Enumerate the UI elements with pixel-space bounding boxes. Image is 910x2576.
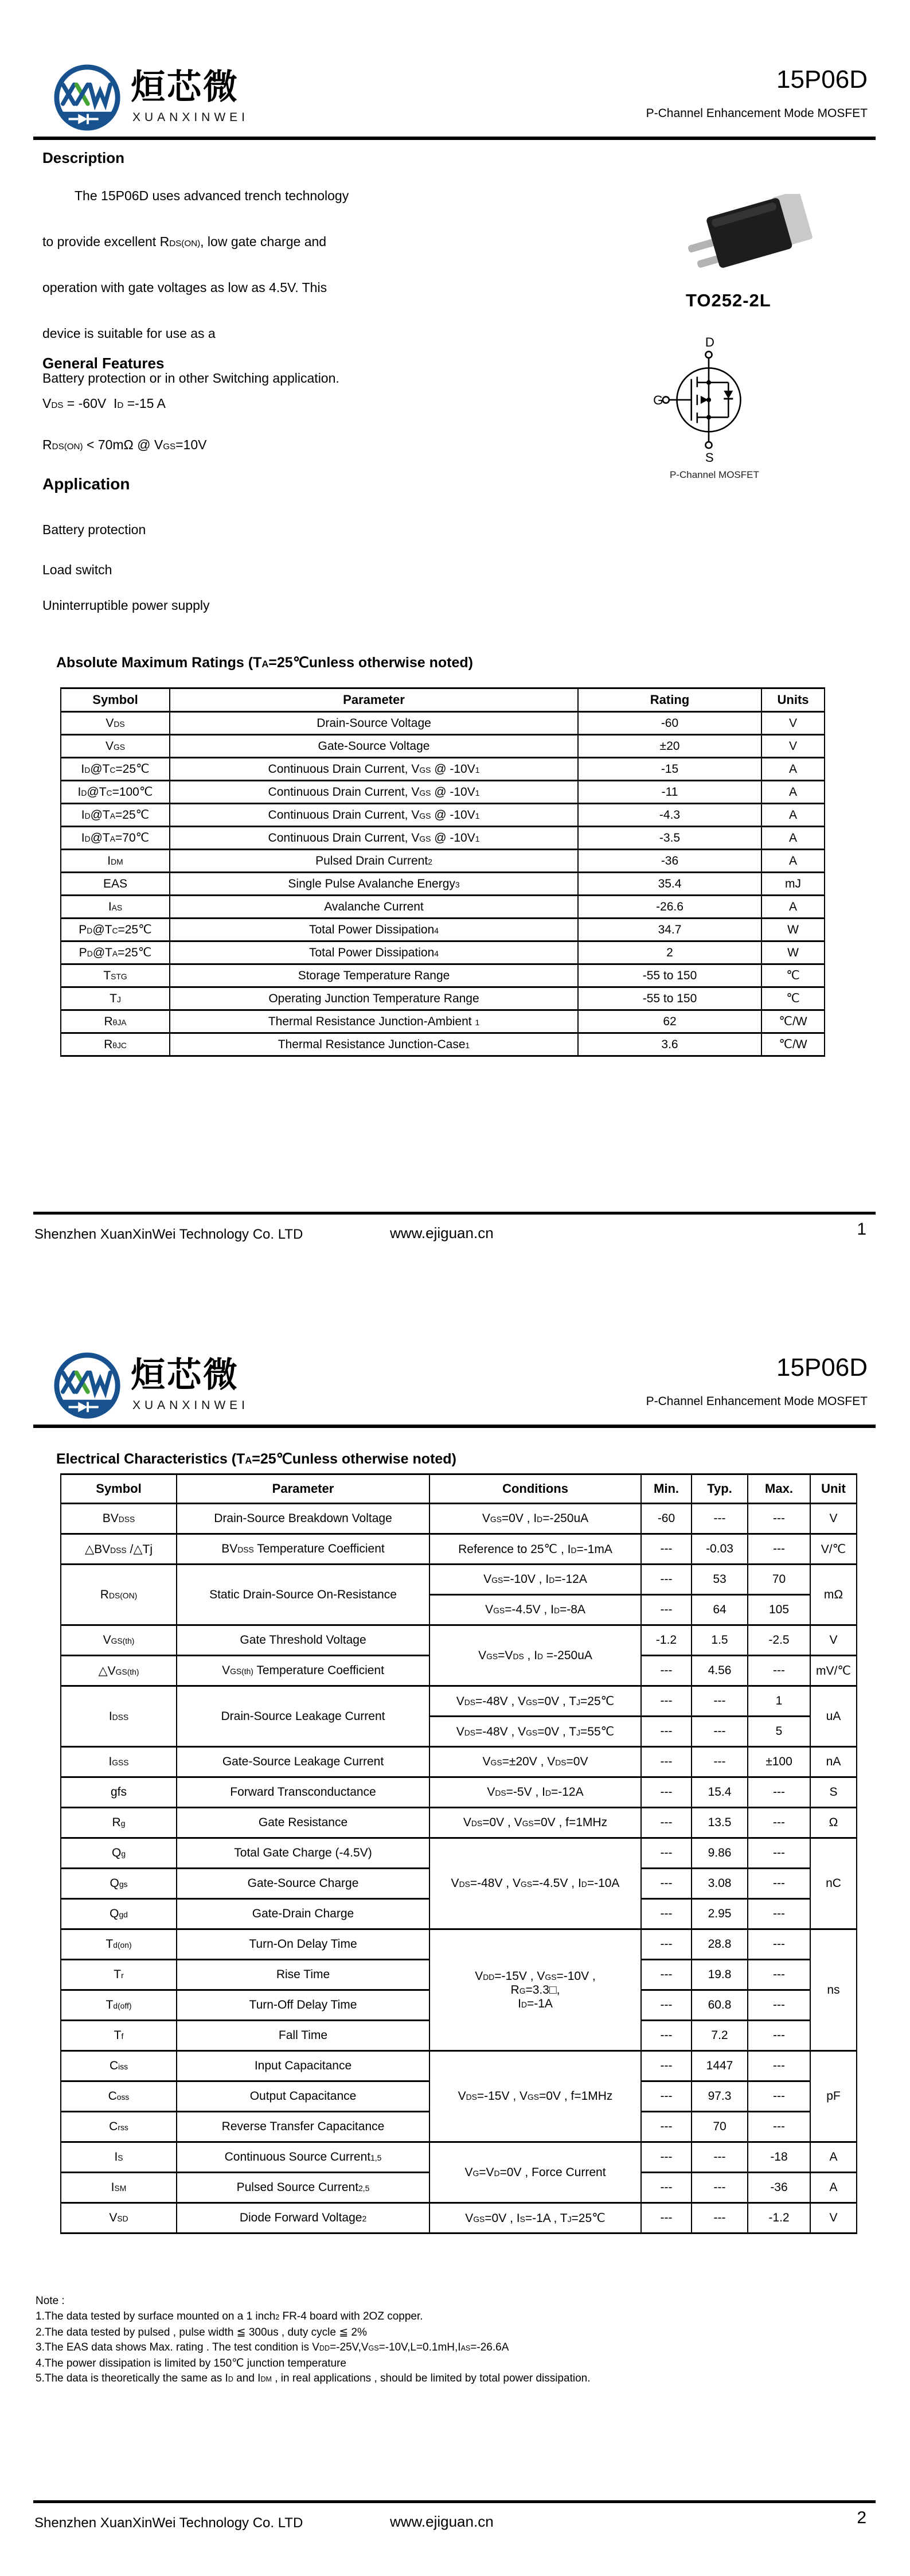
table-cell: $\triangle V_{GS(th)}$ — [61, 1656, 177, 1686]
table-cell: Ω — [810, 1808, 857, 1838]
footer-company: Shenzhen XuanXinWei Technology Co. LTD — [34, 2515, 303, 2531]
table-cell: --- — [748, 2021, 810, 2051]
table-cell: $I_D@T_A=25℃$ — [61, 804, 170, 827]
table-cell: --- — [641, 1595, 692, 1625]
table-cell: W — [761, 919, 825, 941]
table-cell: Continuous Drain Current, $V_{GS}$ @ $-10V^1$ — [170, 758, 578, 781]
table-cell: $I_{AS}$ — [61, 896, 170, 919]
table-cell: Drain-Source Breakdown Voltage — [177, 1504, 429, 1534]
table-cell: 3.6 — [578, 1033, 761, 1056]
table-cell: --- — [692, 1717, 748, 1747]
table-cell: nA — [810, 1747, 857, 1777]
table-cell: $T_{STG}$ — [61, 964, 170, 987]
header-divider — [33, 137, 876, 140]
table-row — [61, 987, 825, 1010]
table-cell: Total Gate Charge (-4.5V) — [177, 1838, 429, 1869]
table-cell: $T_{d(on)}$ — [61, 1929, 177, 1960]
table-row — [61, 1838, 857, 1869]
table-cell: $T_r$ — [61, 1960, 177, 1990]
table-cell: $V_{DD}=-15V$ , $V_{GS}=-10V$ , $R_G=3.3□$, $I_D=-1A$ — [429, 1929, 641, 2051]
table-row — [61, 1808, 857, 1838]
table-cell: --- — [692, 2142, 748, 2173]
table-cell: Gate Resistance — [177, 1808, 429, 1838]
table-cell: Drain-Source Leakage Current — [177, 1686, 429, 1747]
table-cell: Turn-Off Delay Time — [177, 1990, 429, 2021]
note-line: 2.The data tested by pulsed , pulse width ≦ 300us , duty cycle ≦ 2% — [36, 2326, 367, 2338]
table-cell: --- — [748, 1960, 810, 1990]
table-cell: Continuous Drain Current, $V_{GS}$ @ $-10V^1$ — [170, 804, 578, 827]
table-cell: --- — [748, 1838, 810, 1869]
table-cell: 60.8 — [692, 1990, 748, 2021]
table-row — [61, 941, 825, 964]
note-line: 5.The data is theoretically the same as $I_D$ and $I_{DM}$ , in real applications , should be limited by total power dissipation. — [36, 2372, 591, 2384]
table-row — [61, 1504, 857, 1534]
table-cell: $T_{d(off)}$ — [61, 1990, 177, 2021]
table-row — [61, 1534, 857, 1565]
table-cell: $I_{SM}$ — [61, 2173, 177, 2203]
table-cell: 53 — [692, 1565, 748, 1595]
table-cell: $R_g$ — [61, 1808, 177, 1838]
table-cell: 15.4 — [692, 1777, 748, 1808]
notes-heading: Note : — [36, 2295, 65, 2307]
table-cell: $P_D@T_C=25℃$ — [61, 919, 170, 941]
footer-company: Shenzhen XuanXinWei Technology Co. LTD — [34, 1227, 303, 1242]
table-row — [61, 1929, 857, 1960]
column-header: Parameter — [170, 688, 578, 712]
table-cell: $BV_{DSS}$ — [61, 1504, 177, 1534]
table-cell: $C_{oss}$ — [61, 2081, 177, 2112]
application-title: Application — [42, 475, 130, 493]
table-row — [61, 1565, 857, 1595]
body-diode — [724, 391, 733, 399]
table-row — [61, 2051, 857, 2081]
table-row — [61, 804, 825, 827]
table-cell: Avalanche Current — [170, 896, 578, 919]
table-cell: Operating Junction Temperature Range — [170, 987, 578, 1010]
table-cell: EAS — [61, 873, 170, 896]
table-row — [61, 1747, 857, 1777]
column-header: Min. — [641, 1474, 692, 1504]
table-cell: ns — [810, 1929, 857, 2051]
table-cell: --- — [641, 1534, 692, 1565]
table-cell: --- — [748, 2051, 810, 2081]
table-cell: -2.5 — [748, 1625, 810, 1656]
table-cell: -4.3 — [578, 804, 761, 827]
package-photo — [679, 194, 829, 280]
table-cell: --- — [641, 1565, 692, 1595]
table-cell: 19.8 — [692, 1960, 748, 1990]
table-cell: --- — [641, 1808, 692, 1838]
table-cell: ℃ — [761, 987, 825, 1010]
table-cell: $V_{DS}$ — [61, 712, 170, 735]
table-cell: 64 — [692, 1595, 748, 1625]
table-cell: Input Capacitance — [177, 2051, 429, 2081]
table-cell: --- — [748, 1899, 810, 1929]
table-cell: Pulsed Source Current$^{2,5}$ — [177, 2173, 429, 2203]
footer-divider — [33, 1212, 876, 1215]
table-cell: V — [810, 2203, 857, 2233]
table-cell: $V_{DS}=-48V$ , $V_{GS}=0V$ , $T_J=25℃$ — [429, 1686, 641, 1717]
table-cell: Fall Time — [177, 2021, 429, 2051]
table-cell: ℃/W — [761, 1033, 825, 1056]
table-cell: --- — [641, 2021, 692, 2051]
table-cell: -18 — [748, 2142, 810, 2173]
column-header: Unit — [810, 1474, 857, 1504]
table-cell: $V_{GS(th)}$ Temperature Coefficient — [177, 1656, 429, 1686]
table-cell: $V_{GS}$ — [61, 735, 170, 758]
table-cell: $V_{GS}=-4.5V$ , $I_D=-8A$ — [429, 1595, 641, 1625]
table-cell: Continuous Source Current$^{1,5}$ — [177, 2142, 429, 2173]
table-cell: $V_{DS}=0V$ , $V_{GS}=0V$ , f=1MHz — [429, 1808, 641, 1838]
table-cell: uA — [810, 1686, 857, 1747]
table-cell: --- — [641, 1656, 692, 1686]
pin-label-gate: G — [653, 393, 663, 408]
column-header: Conditions — [429, 1474, 641, 1504]
table-row — [61, 964, 825, 987]
table-cell: $V_{GS}=\pm 20V$ , $V_{DS}=0V$ — [429, 1747, 641, 1777]
table-cell: --- — [748, 1534, 810, 1565]
table-cell: --- — [641, 2051, 692, 2081]
column-header: Typ. — [692, 1474, 748, 1504]
footer-website: www.ejiguan.cn — [390, 1224, 494, 1242]
table-cell: $P_D@T_A=25℃$ — [61, 941, 170, 964]
table-cell: Output Capacitance — [177, 2081, 429, 2112]
table-cell: $Q_{gd}$ — [61, 1899, 177, 1929]
table-cell: A — [761, 896, 825, 919]
table-cell: --- — [692, 2173, 748, 2203]
table-cell: A — [761, 781, 825, 804]
table-cell: Gate-Drain Charge — [177, 1899, 429, 1929]
table-cell: --- — [748, 1504, 810, 1534]
description-line: operation with gate voltages as low as 4.5V. This — [42, 280, 327, 295]
table-cell: mJ — [761, 873, 825, 896]
feature-line: $R_{DS(ON)} < 70m\Omega$ @ $V_{GS}=10V$ — [42, 437, 207, 452]
table-cell: $V_{GS}=0V$ , $I_D=-250uA$ — [429, 1504, 641, 1534]
table-cell: V — [761, 735, 825, 758]
table-row — [61, 735, 825, 758]
company-logo-icon — [52, 62, 125, 139]
note-line: 3.The EAS data shows Max. rating . The test condition is $V_{DD}=-25V,V_{GS}=-10V,L=0.1mH,I_{AS}=-26.6A$ — [36, 2341, 509, 2353]
page-number: 1 — [857, 1220, 866, 1239]
table-cell: Static Drain-Source On-Resistance — [177, 1565, 429, 1625]
table-cell: 97.3 — [692, 2081, 748, 2112]
table-cell: Drain-Source Voltage — [170, 712, 578, 735]
mosfet-symbol-diagram — [635, 337, 784, 465]
table-cell: $\triangle BV_{DSS}$ /△Tj — [61, 1534, 177, 1565]
table-cell: $T_f$ — [61, 2021, 177, 2051]
table-cell: --- — [641, 1686, 692, 1717]
table-cell: --- — [641, 1777, 692, 1808]
table-cell: $V_{SD}$ — [61, 2203, 177, 2233]
table-cell: Thermal Resistance Junction-Ambient $^1$ — [170, 1010, 578, 1033]
table-cell: --- — [692, 1504, 748, 1534]
table-cell: --- — [692, 1747, 748, 1777]
table-cell: Forward Transconductance — [177, 1777, 429, 1808]
table-cell: V — [810, 1504, 857, 1534]
table-cell: --- — [641, 1838, 692, 1869]
table-cell: Storage Temperature Range — [170, 964, 578, 987]
logo-roman-text: XUANXINWEI — [132, 1399, 249, 1412]
table-cell: A — [761, 850, 825, 873]
table-cell: -55 to 150 — [578, 964, 761, 987]
table-cell: Continuous Drain Current, $V_{GS}$ @ $-10V^1$ — [170, 827, 578, 850]
part-subtitle: P-Channel Enhancement Mode MOSFET — [646, 1395, 868, 1408]
table-cell: ℃ — [761, 964, 825, 987]
table-cell: 70 — [692, 2112, 748, 2142]
table-cell: gfs — [61, 1777, 177, 1808]
feature-line: $V_{DS} = -60V$ $I_D =-15$ A — [42, 396, 166, 411]
table-cell: 7.2 — [692, 2021, 748, 2051]
table-cell: 3.08 — [692, 1869, 748, 1899]
table-row — [61, 919, 825, 941]
table-cell: A — [761, 827, 825, 850]
description-line: to provide excellent $R_{DS(ON)}$, low gate charge and — [42, 234, 327, 249]
table-cell: $C_{iss}$ — [61, 2051, 177, 2081]
table-cell: V — [761, 712, 825, 735]
table-cell: -36 — [748, 2173, 810, 2203]
table-cell: --- — [641, 1960, 692, 1990]
table-cell: 62 — [578, 1010, 761, 1033]
description-line: device is suitable for use as a — [42, 326, 216, 341]
electrical-characteristics-table — [60, 1473, 857, 2234]
logo-chinese-text: 烜芯微 — [131, 1356, 239, 1394]
table-cell: 5 — [748, 1717, 810, 1747]
table-cell: $V_{GS}=0V$ , $I_S=-1A$ , $T_J=25℃$ — [429, 2203, 641, 2233]
table-cell: $V_{DS}=-48V$ , $V_{GS}=0V$ , $T_J=55℃$ — [429, 1717, 641, 1747]
table-cell: Total Power Dissipation$^4$ — [170, 919, 578, 941]
table-cell: --- — [641, 1899, 692, 1929]
column-header: Max. — [748, 1474, 810, 1504]
table-cell: -60 — [578, 712, 761, 735]
table-cell: Thermal Resistance Junction-Case$^1$ — [170, 1033, 578, 1056]
table-cell: --- — [641, 2081, 692, 2112]
table-row — [61, 896, 825, 919]
table-cell: $I_{DM}$ — [61, 850, 170, 873]
table-cell: 34.7 — [578, 919, 761, 941]
table-cell: Pulsed Drain Current$^2$ — [170, 850, 578, 873]
part-number: 15P06D — [776, 65, 868, 94]
table-cell: -3.5 — [578, 827, 761, 850]
table-cell: Reference to 25℃ , $I_D=-1mA$ — [429, 1534, 641, 1565]
table-cell: $R_{DS(ON)}$ — [61, 1565, 177, 1625]
table-cell: -26.6 — [578, 896, 761, 919]
table-cell: mΩ — [810, 1565, 857, 1625]
table-cell: $V_{DS}=-15V$ , $V_{GS}=0V$ , f=1MHz — [429, 2051, 641, 2142]
table-cell: S — [810, 1777, 857, 1808]
table-cell: ±100 — [748, 1747, 810, 1777]
table-cell: nC — [810, 1838, 857, 1929]
column-header: Symbol — [61, 688, 170, 712]
table-cell: A — [761, 758, 825, 781]
table-cell: Rise Time — [177, 1960, 429, 1990]
note-line: 1.The data tested by surface mounted on a 1 inch$^2$ FR-4 board with 2OZ copper. — [36, 2310, 423, 2322]
table-cell: --- — [748, 1808, 810, 1838]
table-cell: Turn-On Delay Time — [177, 1929, 429, 1960]
table-row — [61, 781, 825, 804]
table-cell: $R_{\theta JA}$ — [61, 1010, 170, 1033]
table-header-row — [61, 1474, 857, 1504]
part-subtitle: P-Channel Enhancement Mode MOSFET — [646, 107, 868, 120]
table-cell: 70 — [748, 1565, 810, 1595]
table-cell: --- — [641, 2142, 692, 2173]
table-cell: --- — [748, 2081, 810, 2112]
table-cell: $I_S$ — [61, 2142, 177, 2173]
table-cell: Gate-Source Leakage Current — [177, 1747, 429, 1777]
table-cell: A — [810, 2142, 857, 2173]
table-cell: --- — [748, 1656, 810, 1686]
table-cell: $Q_{gs}$ — [61, 1869, 177, 1899]
table-cell: 35.4 — [578, 873, 761, 896]
footer-divider — [33, 2500, 876, 2503]
table-cell: --- — [692, 1686, 748, 1717]
table-cell: $V_{DS}=-5V$ , $I_D=-12A$ — [429, 1777, 641, 1808]
table-cell: V — [810, 1625, 857, 1656]
logo-roman-text: XUANXINWEI — [132, 111, 249, 124]
table-cell: $I_{DSS}$ — [61, 1686, 177, 1747]
description-line: Battery protection or in other Switching application. — [42, 371, 339, 386]
table-row — [61, 1033, 825, 1056]
table-cell: --- — [641, 1929, 692, 1960]
table-header-row — [61, 688, 825, 712]
table-cell: $BV_{DSS}$ Temperature Coefficient — [177, 1534, 429, 1565]
package-body — [706, 197, 793, 269]
table-cell: Reverse Transfer Capacitance — [177, 2112, 429, 2142]
column-header: Rating — [578, 688, 761, 712]
description-line: The 15P06D uses advanced trench technology — [75, 188, 349, 203]
table-cell: --- — [641, 2173, 692, 2203]
table-cell: -1.2 — [748, 2203, 810, 2233]
table-cell: --- — [641, 1990, 692, 2021]
table-cell: -1.2 — [641, 1625, 692, 1656]
table-cell: Single Pulse Avalanche Energy$^3$ — [170, 873, 578, 896]
table-cell: Total Power Dissipation$^4$ — [170, 941, 578, 964]
table-cell: --- — [692, 2203, 748, 2233]
table-cell: 4.56 — [692, 1656, 748, 1686]
table-row — [61, 850, 825, 873]
application-item: Uninterruptible power supply — [42, 598, 210, 613]
header-divider — [33, 1425, 876, 1428]
column-header: Symbol — [61, 1474, 177, 1504]
pin-label-drain: D — [705, 337, 714, 350]
application-item: Battery protection — [42, 522, 146, 537]
table-cell: -15 — [578, 758, 761, 781]
table-cell: Gate Threshold Voltage — [177, 1625, 429, 1656]
table-cell: --- — [641, 1717, 692, 1747]
application-item: Load switch — [42, 562, 112, 577]
company-logo-icon — [52, 1350, 125, 1427]
table-cell: Gate-Source Voltage — [170, 735, 578, 758]
table-cell: 28.8 — [692, 1929, 748, 1960]
table-cell: -0.03 — [692, 1534, 748, 1565]
part-number: 15P06D — [776, 1353, 868, 1382]
logo-chinese-text: 烜芯微 — [131, 68, 239, 106]
page-number: 2 — [857, 2508, 866, 2527]
table-cell: 2.95 — [692, 1899, 748, 1929]
table-cell: $V_{GS}=-10V$ , $I_D=-12A$ — [429, 1565, 641, 1595]
table-cell: $T_J$ — [61, 987, 170, 1010]
table-cell: $Q_g$ — [61, 1838, 177, 1869]
note-line: 4.The power dissipation is limited by 150℃ junction temperature — [36, 2357, 347, 2369]
table-cell: --- — [641, 2112, 692, 2142]
table-cell: $V_{GS(th)}$ — [61, 1625, 177, 1656]
symbol-caption: P-Channel MOSFET — [670, 469, 759, 480]
table-cell: -36 — [578, 850, 761, 873]
ec-table-title: Electrical Characteristics ($T_A=25℃unless$ otherwise noted) — [56, 1451, 456, 1467]
table-row — [61, 1686, 857, 1717]
table-cell: $R_{\theta JC}$ — [61, 1033, 170, 1056]
table-cell: --- — [641, 1869, 692, 1899]
table-cell: $V_G=V_D=0V$ , Force Current — [429, 2142, 641, 2203]
table-row — [61, 758, 825, 781]
table-cell: A — [761, 804, 825, 827]
amr-table-title: Absolute Maximum Ratings ($T_A=25℃unless$ otherwise noted) — [56, 655, 473, 671]
description-title: Description — [42, 149, 125, 166]
table-cell: $C_{rss}$ — [61, 2112, 177, 2142]
table-cell: W — [761, 941, 825, 964]
table-cell: $I_{GSS}$ — [61, 1747, 177, 1777]
table-row — [61, 873, 825, 896]
table-cell: -55 to 150 — [578, 987, 761, 1010]
table-cell: --- — [748, 1990, 810, 2021]
footer-website: www.ejiguan.cn — [390, 2513, 494, 2530]
table-cell: $I_D@T_C=25℃$ — [61, 758, 170, 781]
table-cell: pF — [810, 2051, 857, 2142]
absolute-maximum-ratings-table — [60, 687, 825, 1057]
table-cell: ℃/W — [761, 1010, 825, 1033]
table-cell: $I_D@T_A=70℃$ — [61, 827, 170, 850]
table-cell: -11 — [578, 781, 761, 804]
table-cell: 105 — [748, 1595, 810, 1625]
general-features-title: General Features — [42, 355, 165, 372]
table-cell: $V_{GS}=V_{DS}$ , $I_D =-250uA$ — [429, 1625, 641, 1686]
table-cell: --- — [748, 1777, 810, 1808]
table-cell: 1447 — [692, 2051, 748, 2081]
table-cell: $V_{DS}=-48V$ , $V_{GS}=-4.5V$ , $I_D=-10A$ — [429, 1838, 641, 1929]
table-cell: ±20 — [578, 735, 761, 758]
table-cell: A — [810, 2173, 857, 2203]
table-cell: 1.5 — [692, 1625, 748, 1656]
table-cell: V/℃ — [810, 1534, 857, 1565]
table-row — [61, 1625, 857, 1656]
table-cell: Gate-Source Charge — [177, 1869, 429, 1899]
table-cell: --- — [748, 1929, 810, 1960]
table-row — [61, 2203, 857, 2233]
table-cell: --- — [641, 1747, 692, 1777]
table-cell: 2 — [578, 941, 761, 964]
table-cell: --- — [748, 1869, 810, 1899]
table-row — [61, 827, 825, 850]
table-cell: 1 — [748, 1686, 810, 1717]
column-header: Units — [761, 688, 825, 712]
table-row — [61, 1777, 857, 1808]
table-row — [61, 1010, 825, 1033]
column-header: Parameter — [177, 1474, 429, 1504]
table-cell: mV/℃ — [810, 1656, 857, 1686]
table-cell: --- — [748, 2112, 810, 2142]
table-cell: 13.5 — [692, 1808, 748, 1838]
table-cell: --- — [641, 2203, 692, 2233]
table-cell: -60 — [641, 1504, 692, 1534]
pin-label-source: S — [705, 450, 714, 465]
table-cell: 9.86 — [692, 1838, 748, 1869]
table-cell: Diode Forward Voltage$^2$ — [177, 2203, 429, 2233]
table-cell: Continuous Drain Current, $V_{GS}$ @ $-10V^1$ — [170, 781, 578, 804]
table-cell: $I_D@T_C=100℃$ — [61, 781, 170, 804]
package-name-label: TO252-2L — [686, 290, 771, 310]
table-row — [61, 2142, 857, 2173]
table-row — [61, 712, 825, 735]
